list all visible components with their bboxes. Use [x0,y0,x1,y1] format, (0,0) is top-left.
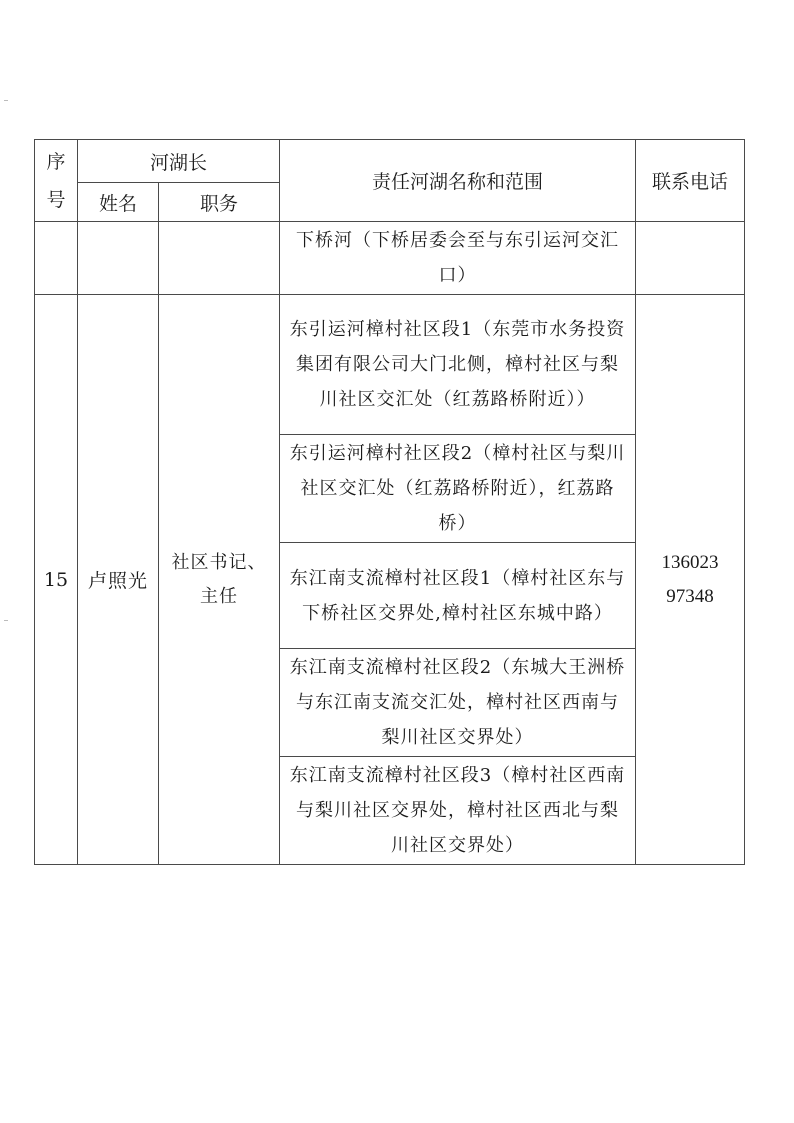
header-seq-char-2: 号 [46,188,66,211]
scope-cell-3 [280,543,636,649]
scope-cell-4 [280,649,636,757]
header-river-chief: 河湖长 [78,140,280,183]
scope-text: 东引运河樟村社区段2（樟村社区与梨川社区交汇处（红荔路桥附近），红荔路桥） [289,443,626,534]
header-phone: 联系电话 [636,140,745,222]
entry-position-cell [159,295,280,865]
scope-text: 东引运河樟村社区段1（东莞市水务投资集团有限公司大门北侧，樟村社区与梨川社区交汇处（红荔路桥附近）） [289,319,626,410]
scope-cell-1 [280,295,636,435]
position-line-2: 主任 [200,585,238,607]
scope-text: 东江南支流樟村社区段2（东城大王洲桥与东江南支流交汇处，樟村社区西南与梨川社区交界处） [289,657,626,748]
continuation-position-cell [159,222,280,295]
scope-cell-5 [280,757,636,865]
continuation-name-cell [78,222,159,295]
continuation-phone-cell [636,222,745,295]
header-scope: 责任河湖名称和范围 [280,140,636,222]
scope-cell-2 [280,435,636,543]
scan-mark [4,100,8,101]
table-row-entry-scope-1 [35,295,745,435]
scope-text: 东江南支流樟村社区段3（樟村社区西南与梨川社区交界处，樟村社区西北与梨川社区交界处） [289,765,626,856]
table-row-continuation [35,222,745,295]
phone-line-2: 97348 [666,585,714,607]
entry-name-cell: 卢照光 [78,295,159,865]
scope-text: 东江南支流樟村社区段1（樟村社区东与下桥社区交界处,樟村社区东城中路） [289,567,626,624]
scope-text: 下桥河（下桥居委会至与东引运河交汇口） [296,230,620,286]
header-seq-char-1: 序 [46,150,66,173]
continuation-seq-cell [35,222,78,295]
scan-mark [4,620,8,621]
position-line-1: 社区书记、 [171,551,267,573]
entry-seq-cell: 15 [35,295,78,865]
continuation-scope-cell [280,222,636,295]
phone-line-1: 136023 [661,551,719,573]
river-chief-table [34,139,745,865]
header-seq [35,140,78,222]
header-row-1 [35,140,745,183]
header-name: 姓名 [78,183,159,222]
header-position: 职务 [159,183,280,222]
entry-phone-cell [636,295,745,865]
